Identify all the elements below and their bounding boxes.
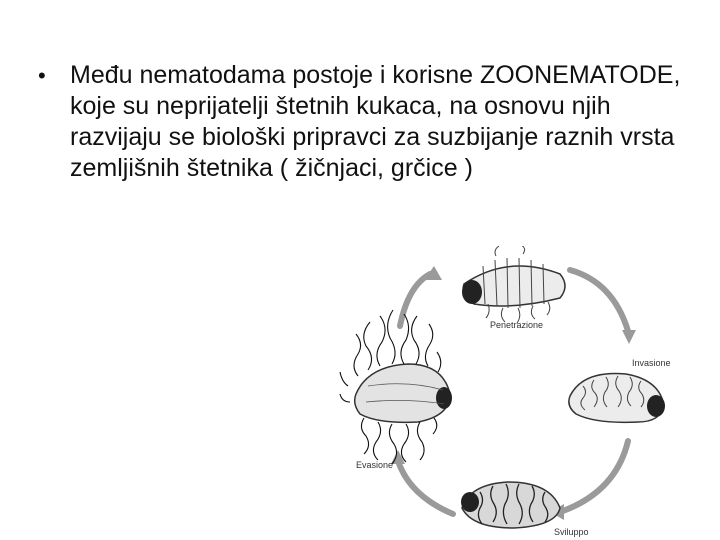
arrow-bottom-left xyxy=(398,461,453,514)
arrowhead-right xyxy=(622,330,636,344)
label-invasion: Invasione xyxy=(632,358,671,368)
bullet-text: Među nematodama postoje i korisne ZOONEMATODE, koje su neprijatelji štetnih kukaca, na osnovu njih razvijaju se biološki pripravci za suzbijanje raznih vrsta zemljišnih štetnika ( žičnjaci, grčice ) xyxy=(70,61,681,182)
life-cycle-diagram xyxy=(338,246,682,540)
bullet-marker: • xyxy=(38,63,46,88)
label-development: Sviluppo xyxy=(554,527,589,537)
bullet-item xyxy=(38,60,688,184)
larva-development xyxy=(461,482,560,528)
larva-invasion xyxy=(569,373,665,422)
larva-penetration xyxy=(462,246,565,323)
larva-evasion xyxy=(340,310,452,464)
label-penetration: Penetrazione xyxy=(490,320,544,330)
label-evasion: Evasione xyxy=(356,460,394,470)
arrow-top-right xyxy=(570,270,628,331)
nematode-life-cycle-figure xyxy=(338,246,682,540)
arrow-bottom-right xyxy=(563,441,628,511)
